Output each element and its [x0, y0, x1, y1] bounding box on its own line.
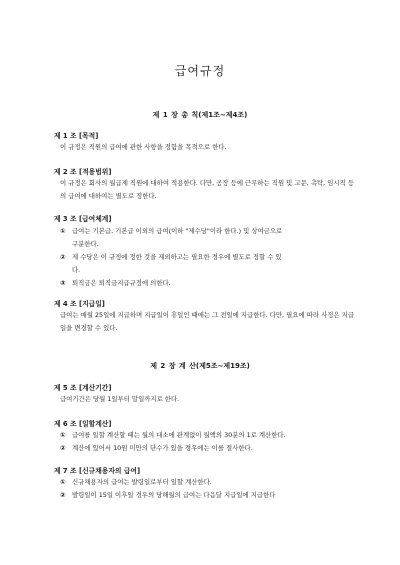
article-6-item-2 [60, 442, 354, 455]
article-3-item-1 [60, 225, 354, 250]
article-2-body: 이 규정은 회사의 월급제 직원에 대하여 적용한다. 다만, 공장 등에 근무하는 직원 및 고문, 촉탁, 임시직 등의 급여에 대하여는 별도로 정한다. [60, 179, 354, 200]
article-3-heading: 제 3 조 [급여체계] [54, 215, 112, 223]
item-number: ② [60, 444, 66, 452]
article-3-item-3 [60, 277, 354, 290]
article-7-item-2 [60, 489, 354, 502]
article-1-heading: 제 1 조 [목적] [54, 132, 99, 140]
item-text: 급여는 기본급, 기본급 이외의 급여(이하 "제수당"이라 한다.) 및 상여금으로 [72, 227, 283, 235]
article-2-heading: 제 2 조 [적용범위] [54, 168, 112, 176]
chapter-2-heading: 제 2 장 계 산(제5조~제19조) [150, 362, 250, 370]
item-text: 계산에 있어서 10원 미만의 단수가 있을 경우에는 이를 절사한다. [72, 444, 253, 452]
article-3-item-2 [60, 251, 354, 276]
item-number: ③ [60, 279, 66, 287]
article-4-heading: 제 4 조 [지급일] [54, 300, 105, 308]
article-7-heading: 제 7 조 [신규채용자의 급여] [54, 467, 141, 475]
item-text: 제 수당은 이 규정에 정한 것을 제외하고는 필요한 경우에 별도로 정할 수 있 [72, 253, 282, 261]
item-text: 발령일이 15일 이후일 경우의 당해월의 급여는 다음달 지급일에 지급한다 [72, 491, 276, 499]
item-number: ① [60, 478, 66, 486]
article-6-item-1 [60, 429, 354, 442]
item-continuation: 다. [72, 265, 81, 274]
item-text: 퇴직금은 퇴직금지급규정에 의한다. [72, 279, 171, 287]
article-6-heading: 제 6 조 [일할계산] [54, 420, 112, 428]
item-number: ② [60, 253, 66, 261]
item-text: 신규채용자의 급여는 발령일로부터 일할 계산한다. [72, 478, 212, 486]
item-number: ① [60, 431, 66, 439]
item-number: ① [60, 227, 66, 235]
chapter-1-heading: 제 1 장 총 칙(제1조~제4조) [152, 111, 248, 119]
document-title: 급여규정 [174, 64, 226, 78]
article-1-body: 이 규정은 직원의 급여에 관한 사항을 정함을 목적으로 한다. [60, 143, 227, 151]
article-4-body: 급여는 매월 25일에 지급하며 지급일이 휴일인 때에는 그 전일에 지급한다. 다만, 필요에 따라 사정은 지급일을 변경할 수 있다. [60, 311, 354, 332]
article-5-body: 급여기간은 당월 1일부터 말일까지로 한다. [60, 395, 180, 403]
article-7-item-1 [60, 476, 354, 489]
item-continuation: 구분한다. [72, 239, 99, 248]
item-text: 급여를 일할 계산할 때는 월의 대소에 관계없이 월액의 30분의 1로 계산한다. [72, 431, 286, 439]
article-5-heading: 제 5 조 [계산기간] [54, 384, 112, 392]
item-number: ② [60, 491, 66, 499]
